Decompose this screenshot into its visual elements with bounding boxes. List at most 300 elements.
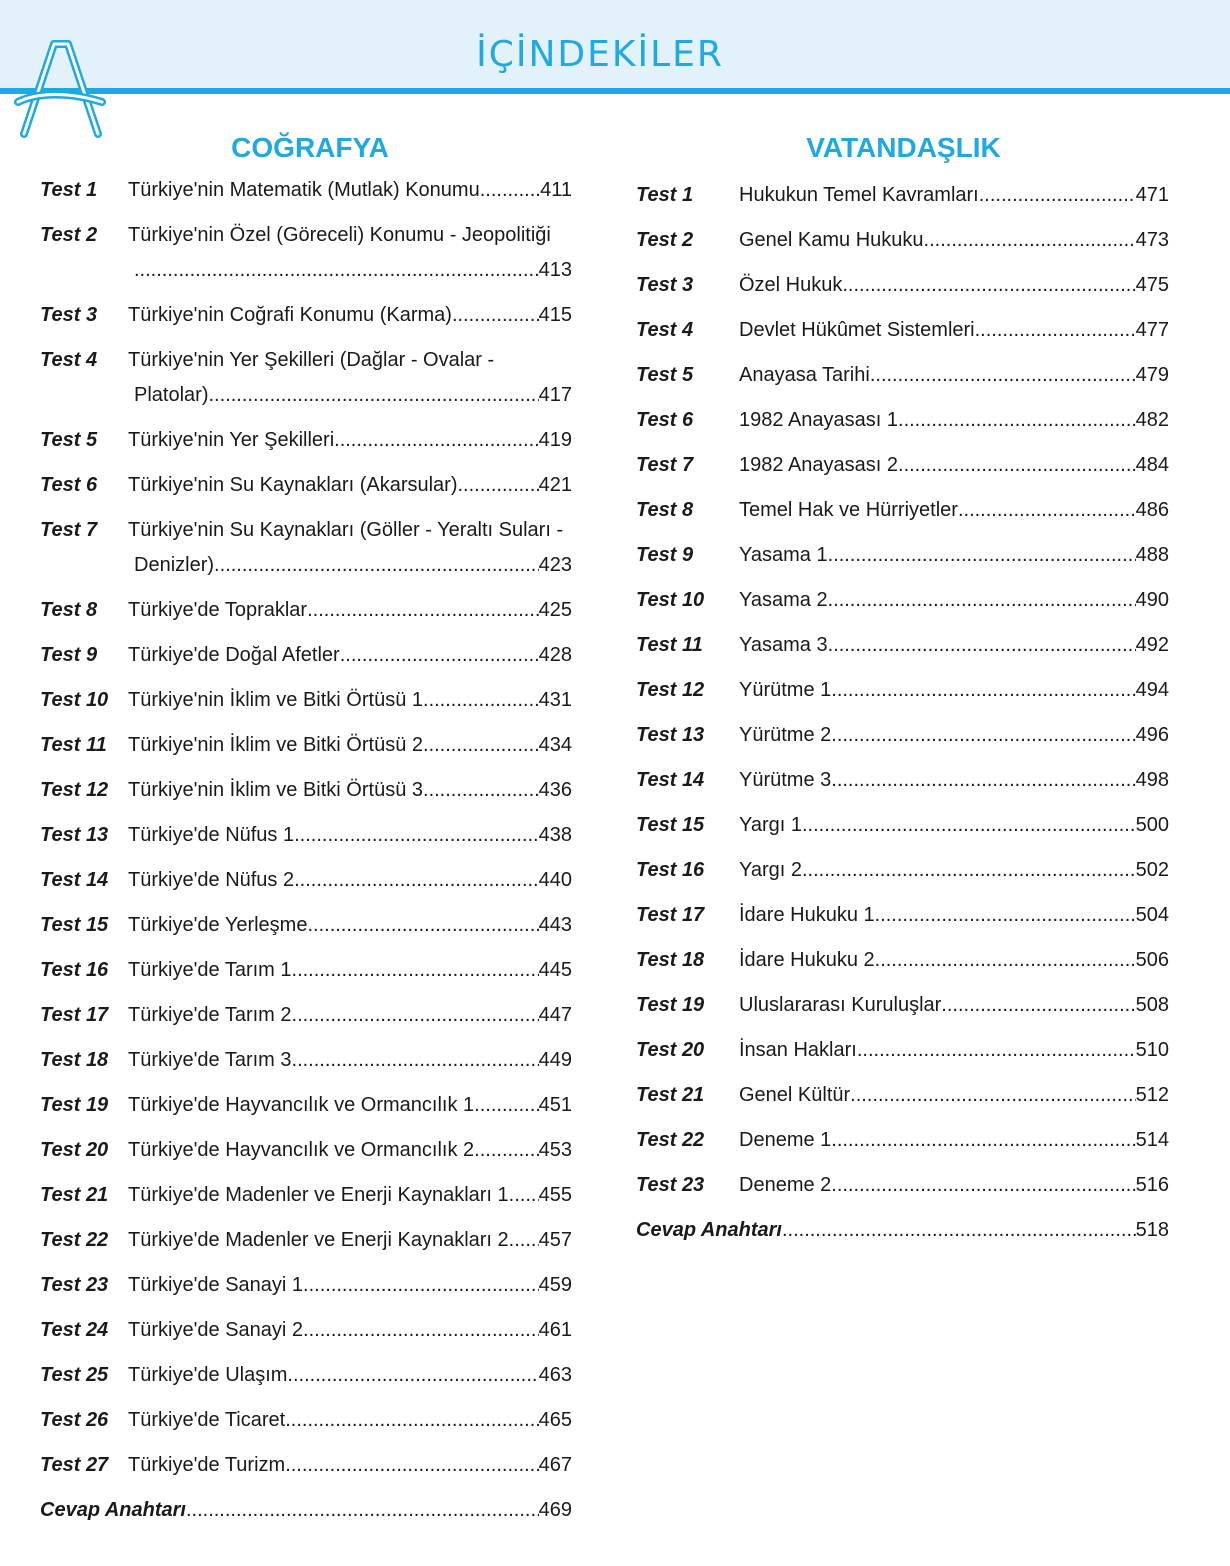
test-number: Test 5 [636, 364, 694, 386]
entry-line [128, 1408, 572, 1432]
entry-body [739, 1173, 1169, 1197]
toc-entry[interactable] [40, 1003, 572, 1027]
entry-line [128, 598, 572, 622]
entry-line [128, 823, 572, 847]
dot-leader [924, 228, 1136, 252]
dot-leader [474, 1093, 538, 1117]
geography-heading: COĞRAFYA [231, 132, 389, 163]
toc-entry[interactable] [636, 678, 1169, 702]
entry-line [739, 588, 1169, 612]
test-number: Test 8 [40, 599, 98, 621]
test-number: Test 22 [636, 1129, 705, 1151]
dot-leader [294, 823, 539, 847]
header-rule [0, 88, 1230, 94]
page-number: 510 [1135, 1039, 1169, 1061]
entry-body [739, 768, 1169, 792]
entry-line [739, 273, 1169, 297]
entry-body [739, 633, 1169, 657]
page-number: 498 [1135, 769, 1169, 791]
entry-body [128, 1093, 572, 1117]
entry-line [128, 958, 572, 982]
dot-leader [898, 453, 1136, 477]
dot-leader [307, 598, 539, 622]
entry-title: Türkiye'de Doğal Afetler [128, 644, 340, 666]
test-number: Test 15 [40, 914, 109, 936]
dot-leader [303, 1273, 539, 1297]
entry-body [128, 1363, 572, 1387]
answer-key-page: 469 [538, 1499, 572, 1521]
entry-title: Türkiye'de Madenler ve Enerji Kaynakları 1 [128, 1184, 509, 1206]
answer-key-label: Cevap Anahtarı [636, 1219, 782, 1241]
entry-line [739, 408, 1169, 432]
letter-a-logo-icon [14, 36, 106, 140]
entry-title: Temel Hak ve Hürriyetler [739, 499, 958, 521]
entry-line [739, 948, 1169, 972]
entry-line [739, 858, 1169, 882]
entry-title: 1982 Anayasası 2 [739, 454, 899, 476]
test-number: Test 18 [636, 949, 705, 971]
toc-entry[interactable] [40, 1408, 572, 1432]
page-number: 457 [538, 1229, 572, 1251]
page-number: 445 [538, 959, 572, 981]
test-number: Test 23 [636, 1174, 705, 1196]
test-number: Test 21 [40, 1184, 109, 1206]
page-number: 504 [1135, 904, 1169, 926]
entry-body [739, 858, 1169, 882]
page-number: 459 [538, 1274, 572, 1296]
entry-body [128, 778, 572, 802]
entry-body [739, 993, 1169, 1017]
entry-body [128, 733, 572, 757]
page-number: 512 [1135, 1084, 1169, 1106]
toc-entry[interactable] [636, 1038, 1169, 1062]
entry-title: Genel Kültür [739, 1084, 851, 1106]
test-number: Test 7 [636, 454, 694, 476]
dot-leader [303, 1318, 539, 1342]
dot-leader [287, 1363, 538, 1387]
toc-entry[interactable] [636, 723, 1169, 747]
toc-entry[interactable] [40, 348, 572, 407]
entry-title: Yasama 2 [739, 589, 828, 611]
entry-line [739, 318, 1169, 342]
toc-entry[interactable] [40, 643, 572, 667]
toc-entry[interactable] [40, 1183, 572, 1207]
page-number: 500 [1135, 814, 1169, 836]
toc-entry[interactable] [636, 453, 1169, 477]
page-number: 411 [540, 179, 572, 201]
entry-title: Türkiye'de Ulaşım [128, 1364, 288, 1386]
page-number: 488 [1135, 544, 1169, 566]
page-number: 421 [538, 474, 572, 496]
page-number: 514 [1135, 1129, 1169, 1151]
entry-title: Genel Kamu Hukuku [739, 229, 924, 251]
entry-body [739, 588, 1169, 612]
entry-title: Türkiye'nin İklim ve Bitki Örtüsü 2 [128, 734, 424, 756]
entry-title: Türkiye'de Madenler ve Enerji Kaynakları 2 [128, 1229, 509, 1251]
page-number: 453 [538, 1139, 572, 1161]
entry-title: Hukukun Temel Kavramları [739, 184, 979, 206]
entry-line [128, 428, 572, 452]
test-number: Test 7 [40, 519, 98, 541]
citizenship-answer-key[interactable] [636, 1218, 1169, 1242]
test-number: Test 11 [40, 734, 107, 756]
entry-line [128, 643, 572, 667]
entry-line [128, 1453, 572, 1477]
page-number: 423 [538, 554, 572, 576]
entry-line [128, 688, 572, 712]
page-number: 447 [538, 1004, 572, 1026]
entry-body [128, 643, 572, 667]
toc-entry[interactable] [40, 913, 572, 937]
geography-answer-key[interactable] [40, 1498, 572, 1522]
entry-title: Türkiye'de Tarım 3 [128, 1049, 292, 1071]
entry-line [739, 813, 1169, 837]
test-number: Test 14 [636, 769, 705, 791]
page-number: 415 [538, 304, 572, 326]
test-number: Test 2 [40, 224, 98, 246]
toc-entry[interactable] [40, 1138, 572, 1162]
entry-body [128, 223, 572, 282]
entry-title: Türkiye'de Nüfus 1 [128, 824, 295, 846]
entry-line [128, 1003, 572, 1027]
toc-entry[interactable] [40, 1273, 572, 1297]
entry-line [128, 518, 572, 542]
entry-line [739, 1128, 1169, 1152]
toc-entry[interactable] [636, 993, 1169, 1017]
toc-entry[interactable] [40, 178, 572, 202]
test-number: Test 4 [40, 349, 98, 371]
page-number: 482 [1135, 409, 1169, 431]
toc-entry[interactable] [40, 733, 572, 757]
entry-title: Uluslararası Kuruluşlar [739, 994, 942, 1016]
entry-body [128, 178, 572, 202]
page-number: 417 [538, 384, 572, 406]
test-number: Test 6 [40, 474, 98, 496]
toc-entry[interactable] [40, 428, 572, 452]
test-number: Test 8 [636, 499, 694, 521]
test-number: Test 13 [636, 724, 705, 746]
test-number: Test 18 [40, 1049, 109, 1071]
entry-body [128, 1183, 572, 1207]
test-number: Test 4 [636, 319, 694, 341]
test-number: Test 20 [636, 1039, 705, 1061]
page-number: 461 [538, 1319, 572, 1341]
test-number: Test 16 [636, 859, 705, 881]
toc-entry[interactable] [636, 588, 1169, 612]
entry-title: İnsan Hakları [739, 1039, 857, 1061]
entry-body [739, 453, 1169, 477]
dot-leader [292, 1003, 539, 1027]
answer-key-page: 518 [1135, 1219, 1169, 1241]
entry-title: Türkiye'nin Su Kaynakları (Göller - Yeraltı Suları - [128, 519, 564, 541]
dot-leader [294, 868, 539, 892]
dot-leader [208, 383, 538, 407]
entry-title: Türkiye'de Tarım 1 [128, 959, 292, 981]
toc-entry[interactable] [636, 948, 1169, 972]
answer-key-label: Cevap Anahtarı [40, 1499, 186, 1521]
entry-title: Yürütme 3 [739, 769, 832, 791]
entry-line [128, 733, 572, 757]
entry-title: Türkiye'de Sanayi 2 [128, 1319, 304, 1341]
entry-line [128, 1183, 572, 1207]
dot-leader [831, 1173, 1135, 1197]
dot-leader [307, 913, 538, 937]
dot-leader [285, 1408, 538, 1432]
toc-entry[interactable] [636, 318, 1169, 342]
test-number: Test 22 [40, 1229, 109, 1251]
entry-title: Türkiye'de Yerleşme [128, 914, 308, 936]
entry-body [128, 303, 572, 327]
entry-title: 1982 Anayasası 1 [739, 409, 899, 431]
entry-body [739, 408, 1169, 432]
test-number: Test 17 [636, 904, 705, 926]
test-number: Test 1 [636, 184, 694, 206]
entry-title: Platolar) [134, 384, 209, 406]
page-number: 479 [1135, 364, 1169, 386]
page-number: 440 [538, 869, 572, 891]
entry-title: Türkiye'nin Yer Şekilleri [128, 429, 335, 451]
dot-leader [214, 553, 539, 577]
page-number: 496 [1135, 724, 1169, 746]
test-number: Test 20 [40, 1139, 109, 1161]
test-number: Test 19 [40, 1094, 109, 1116]
toc-entry[interactable] [636, 633, 1169, 657]
test-number: Test 2 [636, 229, 694, 251]
test-number: Test 10 [40, 689, 109, 711]
entry-line [739, 228, 1169, 252]
page-number: 467 [538, 1454, 572, 1476]
entry-title: Yargı 2 [739, 859, 802, 881]
dot-leader [870, 363, 1136, 387]
dot-leader [975, 318, 1136, 342]
entry-body [739, 543, 1169, 567]
dot-leader [340, 643, 539, 667]
entry-line [739, 903, 1169, 927]
toc-entry[interactable] [636, 408, 1169, 432]
entry-title: Anayasa Tarihi [739, 364, 870, 386]
entry-title: Türkiye'de Hayvancılık ve Ormancılık 1 [128, 1094, 475, 1116]
toc-entry[interactable] [40, 518, 572, 577]
test-number: Test 14 [40, 869, 109, 891]
entry-body [739, 1128, 1169, 1152]
test-number: Test 12 [636, 679, 705, 701]
entry-line [128, 1363, 572, 1387]
geography-column [40, 130, 572, 1522]
entry-body [739, 813, 1169, 837]
page-number: 451 [538, 1094, 572, 1116]
entry-body [739, 1083, 1169, 1107]
page-number: 494 [1135, 679, 1169, 701]
page-number: 449 [538, 1049, 572, 1071]
test-number: Test 21 [636, 1084, 705, 1106]
toc-entry[interactable] [636, 903, 1169, 927]
entry-line [128, 303, 572, 327]
dot-leader [509, 1228, 539, 1252]
citizenship-entries [636, 183, 1169, 1197]
page-number: 475 [1135, 274, 1169, 296]
page-number: 490 [1135, 589, 1169, 611]
entry-line [128, 868, 572, 892]
page-number: 434 [538, 734, 572, 756]
entry-body [128, 428, 572, 452]
entry-body [128, 1228, 572, 1252]
page-number: 436 [538, 779, 572, 801]
dot-leader [423, 688, 539, 712]
entry-title: Denizler) [134, 554, 215, 576]
test-number: Test 23 [40, 1274, 109, 1296]
toc-entry[interactable] [40, 223, 572, 282]
toc-entry[interactable] [40, 823, 572, 847]
entry-line [739, 183, 1169, 207]
geography-entries [40, 178, 572, 1477]
dot-leader [828, 633, 1136, 657]
entry-body [739, 903, 1169, 927]
toc-entry[interactable] [636, 363, 1169, 387]
entry-body [128, 1003, 572, 1027]
entry-title: Özel Hukuk [739, 274, 843, 296]
dot-leader [292, 958, 539, 982]
page-number: 492 [1135, 634, 1169, 656]
page-number: 431 [538, 689, 572, 711]
entry-line [739, 1173, 1169, 1197]
test-number: Test 25 [40, 1364, 109, 1386]
entry-line [128, 913, 572, 937]
page-number: 486 [1135, 499, 1169, 521]
entry-line [739, 633, 1169, 657]
entry-line [128, 348, 572, 372]
dot-leader [782, 1218, 1136, 1242]
dot-leader [850, 1083, 1135, 1107]
toc-entry[interactable] [40, 778, 572, 802]
entry-line [128, 1273, 572, 1297]
entry-line [739, 363, 1169, 387]
entry-title: Türkiye'de Ticaret [128, 1409, 286, 1431]
entry-body [128, 518, 572, 577]
test-number: Test 9 [636, 544, 694, 566]
entry-body [128, 1408, 572, 1432]
dot-leader [480, 178, 540, 202]
toc-entry[interactable] [40, 688, 572, 712]
test-number: Test 24 [40, 1319, 109, 1341]
entry-body [739, 363, 1169, 387]
toc-entry[interactable] [636, 543, 1169, 567]
page-number: 477 [1135, 319, 1169, 341]
page-number: 463 [538, 1364, 572, 1386]
dot-leader [831, 1128, 1135, 1152]
dot-leader [802, 858, 1136, 882]
entry-line [739, 993, 1169, 1017]
page-number: 413 [538, 259, 572, 281]
entry-title: Deneme 2 [739, 1174, 832, 1196]
test-number: Test 5 [40, 429, 98, 451]
entry-line [128, 778, 572, 802]
toc-entry[interactable] [40, 1318, 572, 1342]
entry-body [739, 498, 1169, 522]
toc-entry[interactable] [636, 273, 1169, 297]
toc-entry[interactable] [40, 1453, 572, 1477]
toc-entry[interactable] [636, 858, 1169, 882]
toc-entry[interactable] [40, 598, 572, 622]
entry-line [739, 768, 1169, 792]
entry-line [739, 498, 1169, 522]
dot-leader [334, 428, 538, 452]
entry-body [128, 913, 572, 937]
entry-body [739, 948, 1169, 972]
toc-entry[interactable] [40, 868, 572, 892]
toc-entry[interactable] [636, 1128, 1169, 1152]
entry-body [128, 1138, 572, 1162]
toc-entry[interactable] [40, 1228, 572, 1252]
dot-leader [423, 778, 539, 802]
test-number: Test 6 [636, 409, 694, 431]
toc-entry[interactable] [636, 498, 1169, 522]
test-number: Test 17 [40, 1004, 109, 1026]
test-number: Test 27 [40, 1454, 109, 1476]
entry-body [128, 1273, 572, 1297]
toc-entry[interactable] [40, 958, 572, 982]
entry-title: Yasama 1 [739, 544, 828, 566]
entry-body [739, 273, 1169, 297]
toc-entry[interactable] [40, 1363, 572, 1387]
citizenship-heading: VATANDAŞLIK [806, 132, 1001, 163]
dot-leader [831, 768, 1135, 792]
entry-line [128, 178, 572, 202]
toc-entry[interactable] [40, 1048, 572, 1072]
dot-leader [831, 678, 1135, 702]
dot-leader [842, 273, 1135, 297]
toc-entry[interactable] [40, 303, 572, 327]
entry-line [128, 223, 572, 247]
entry-body [128, 473, 572, 497]
toc-entry[interactable] [636, 1173, 1169, 1197]
entry-body [128, 1048, 572, 1072]
entry-body [128, 868, 572, 892]
test-number: Test 16 [40, 959, 109, 981]
dot-leader [958, 498, 1136, 522]
dot-leader [134, 258, 539, 282]
toc-entry[interactable] [636, 228, 1169, 252]
toc-entry[interactable] [636, 768, 1169, 792]
test-number: Test 3 [636, 274, 694, 296]
entry-line [739, 453, 1169, 477]
page-number: 455 [538, 1184, 572, 1206]
entry-title: Deneme 1 [739, 1129, 832, 1151]
entry-body [739, 1038, 1169, 1062]
dot-leader [509, 1183, 539, 1207]
entry-body [739, 678, 1169, 702]
entry-body [128, 958, 572, 982]
dot-leader [941, 993, 1135, 1017]
toc-entry[interactable] [636, 183, 1169, 207]
page-number: 425 [538, 599, 572, 621]
toc-entry[interactable] [40, 1093, 572, 1117]
entry-title: Türkiye'nin Yer Şekilleri (Dağlar - Ovalar - [128, 349, 495, 371]
dot-leader [285, 1453, 538, 1477]
test-number: Test 10 [636, 589, 705, 611]
dot-leader [292, 1048, 539, 1072]
entry-title: Yargı 1 [739, 814, 802, 836]
toc-entry[interactable] [636, 1083, 1169, 1107]
entry-body [128, 1453, 572, 1477]
toc-entry[interactable] [636, 813, 1169, 837]
entry-title: İdare Hukuku 2 [739, 949, 875, 971]
dot-leader [828, 588, 1136, 612]
page-number: 473 [1135, 229, 1169, 251]
entry-title: Türkiye'de Hayvancılık ve Ormancılık 2 [128, 1139, 475, 1161]
entry-line [128, 1138, 572, 1162]
test-number: Test 15 [636, 814, 705, 836]
toc-entry[interactable] [40, 473, 572, 497]
